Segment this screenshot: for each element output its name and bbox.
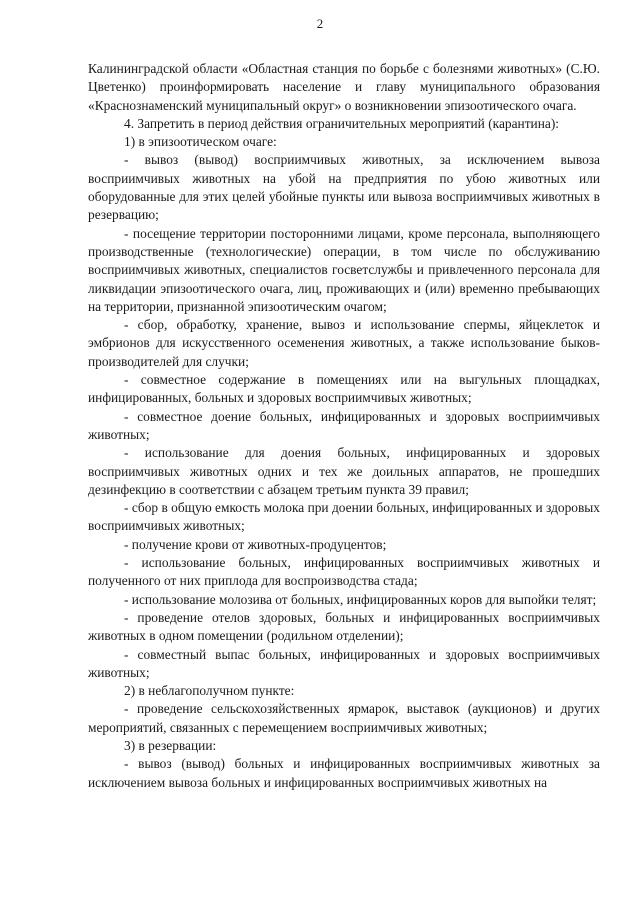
paragraph-item: - проведение сельскохозяйственных ярмарок, выставок (аукционов) и других мероприятий, связанных с перемещением восприимчивых животных; <box>88 701 600 735</box>
paragraph-item: - сбор, обработку, хранение, вывоз и использование спермы, яйцеклеток и эмбрионов для искусственного осеменения животных, а также использование быков-производителей для случки; <box>88 317 600 369</box>
paragraph-item: - использование молозива от больных, инфицированных коров для выпойки телят; <box>124 591 597 607</box>
paragraph-item: - проведение отелов здоровых, больных и инфицированных восприимчивых животных в одном помещении (родильном отделении); <box>88 609 600 644</box>
paragraph-notify-population: Калининградской области «Областная станция по борьбе с болезнями животных» (С.Ю. Цветенко) проинформировать население и главу муниципального образования «Краснознаменский муниципальный округ» о возникновении эпизоотического очага. <box>88 61 600 113</box>
paragraph-item: - получение крови от животных-продуцентов; <box>124 536 387 552</box>
paragraph-prohibit-heading: 4. Запретить в период действия ограничительных мероприятий (карантина): <box>124 115 560 131</box>
paragraph-item: - использование для доения больных, инфицированных и здоровых восприимчивых животных одних и тех же доильных аппаратов, не прошедших дезинфекцию в соответствии с абзацем третьим пункта 39 правил; <box>88 445 600 497</box>
page-number: 2 <box>316 16 324 31</box>
paragraph-epizootic-focus-heading: 1) в эпизоотическом очаге: <box>124 134 277 150</box>
paragraph-item: - вывоз (вывод) восприимчивых животных, за исключением вывоза восприимчивых животных на убой на предприятия по убою животных или оборудованные для этих целей убойные пункты или вывоза восприимчивых животных в резервацию; <box>88 152 600 223</box>
paragraph-item: - сбор в общую емкость молока при доении больных, инфицированных и здоровых восприимчивых животных; <box>88 500 600 534</box>
paragraph-unfavorable-point-heading: 2) в неблагополучном пункте: <box>124 683 295 699</box>
document-body <box>88 60 600 792</box>
paragraph-item: - посещение территории посторонними лицами, кроме персонала, выполняющего производственные (технологические) операции, в том числе по обслуживанию восприимчивых животных, специалистов госветслужбы и привлеченного персонала для ликвидации эпизоотического очага, лиц, проживающих и (или) временно пребывающих на территории, признанной эпизоотическим очагом; <box>88 225 600 314</box>
paragraph-item: - совместное содержание в помещениях или на выгульных площадках, инфицированных, больных и здоровых восприимчивых животных; <box>88 372 600 406</box>
paragraph-item: - совместное доение больных, инфицированных и здоровых восприимчивых животных; <box>88 408 600 442</box>
paragraph-item: - вывоз (вывод) больных и инфицированных восприимчивых животных за исключением вывоза больных и инфицированных восприимчивых животных на <box>88 756 600 790</box>
paragraph-reservation-heading: 3) в резервации: <box>124 737 217 753</box>
paragraph-item: - использование больных, инфицированных восприимчивых животных и полученного от них приплода для воспроизводства стада; <box>88 555 600 589</box>
paragraph-item: - совместный выпас больных, инфицированных и здоровых восприимчивых животных; <box>88 646 600 680</box>
